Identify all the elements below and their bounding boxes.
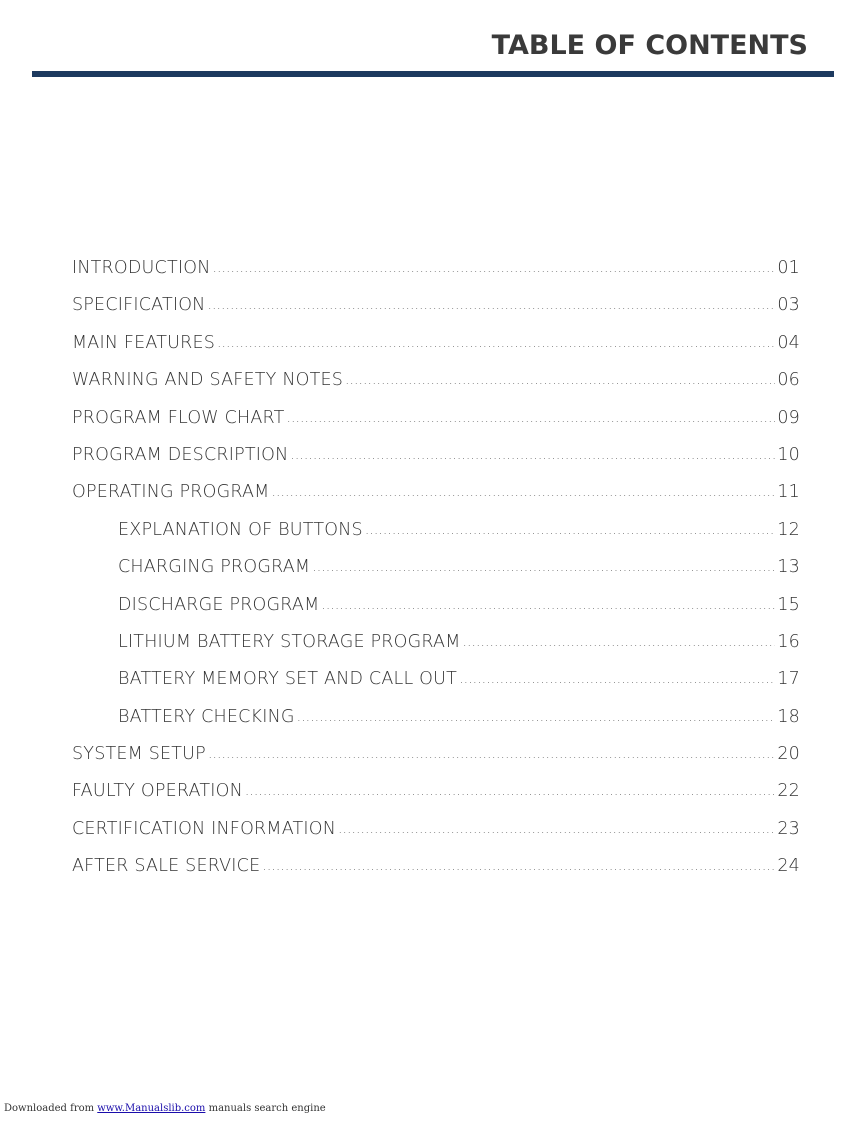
toc-entry-label: AFTER SALE SERVICE bbox=[72, 856, 261, 877]
toc-leader-dots bbox=[271, 481, 775, 501]
toc-entry-label: WARNING AND SAFETY NOTES bbox=[72, 370, 344, 391]
toc-entry-label: CHARGING PROGRAM bbox=[118, 557, 311, 578]
table-of-contents bbox=[72, 258, 800, 894]
toc-entry[interactable] bbox=[72, 819, 800, 856]
toc-entry-page-number: 03 bbox=[777, 295, 800, 316]
toc-entry-page-number: 24 bbox=[777, 856, 800, 877]
toc-entry[interactable] bbox=[72, 632, 800, 669]
toc-entry-page-number: 17 bbox=[777, 669, 800, 690]
footer bbox=[4, 1103, 326, 1114]
toc-entry[interactable] bbox=[72, 707, 800, 744]
toc-leader-dots bbox=[365, 519, 776, 539]
toc-entry[interactable] bbox=[72, 669, 800, 706]
toc-leader-dots bbox=[321, 594, 775, 614]
toc-entry[interactable] bbox=[72, 445, 800, 482]
toc-entry-label: MAIN FEATURES bbox=[72, 332, 216, 353]
toc-leader-dots bbox=[338, 818, 775, 838]
toc-entry-page-number: 20 bbox=[777, 744, 800, 765]
toc-leader-dots bbox=[312, 556, 775, 576]
toc-entry-label: LITHIUM BATTERY STORAGE PROGRAM bbox=[118, 631, 461, 652]
toc-entry[interactable] bbox=[72, 520, 800, 557]
toc-entry[interactable] bbox=[72, 557, 800, 594]
toc-entry-label: EXPLANATION OF BUTTONS bbox=[118, 519, 363, 540]
toc-entry-page-number: 22 bbox=[777, 781, 800, 802]
toc-leader-dots bbox=[463, 631, 776, 651]
toc-leader-dots bbox=[208, 743, 775, 763]
toc-entry-page-number: 04 bbox=[777, 332, 800, 353]
toc-entry-label: PROGRAM FLOW CHART bbox=[72, 407, 285, 428]
toc-entry-page-number: 10 bbox=[777, 444, 800, 465]
toc-entry[interactable] bbox=[72, 595, 800, 632]
toc-entry-page-number: 09 bbox=[777, 407, 800, 428]
toc-leader-dots bbox=[213, 257, 776, 277]
toc-leader-dots bbox=[345, 369, 775, 389]
toc-entry[interactable] bbox=[72, 370, 800, 407]
toc-entry-page-number: 16 bbox=[777, 631, 800, 652]
toc-entry-label: SYSTEM SETUP bbox=[72, 744, 206, 765]
title-divider bbox=[32, 71, 834, 77]
toc-entry-page-number: 06 bbox=[777, 370, 800, 391]
toc-leader-dots bbox=[287, 407, 776, 427]
page-title: TABLE OF CONTENTS bbox=[491, 30, 808, 61]
toc-leader-dots bbox=[459, 668, 775, 688]
toc-entry[interactable] bbox=[72, 333, 800, 370]
toc-entry-label: PROGRAM DESCRIPTION bbox=[72, 444, 289, 465]
toc-entry[interactable] bbox=[72, 258, 800, 295]
toc-leader-dots bbox=[207, 294, 775, 314]
toc-entry[interactable] bbox=[72, 408, 800, 445]
toc-entry-label: CERTIFICATION INFORMATION bbox=[72, 818, 337, 839]
toc-entry-page-number: 12 bbox=[777, 519, 800, 540]
toc-entry-label: DISCHARGE PROGRAM bbox=[118, 594, 320, 615]
toc-entry-label: BATTERY CHECKING bbox=[118, 706, 295, 727]
toc-leader-dots bbox=[245, 780, 775, 800]
toc-entry-label: SPECIFICATION bbox=[72, 295, 206, 316]
toc-entry-page-number: 13 bbox=[777, 557, 800, 578]
toc-leader-dots bbox=[262, 855, 775, 875]
toc-entry-page-number: 23 bbox=[777, 818, 800, 839]
toc-leader-dots bbox=[290, 444, 775, 464]
toc-entry[interactable] bbox=[72, 482, 800, 519]
toc-entry[interactable] bbox=[72, 295, 800, 332]
toc-leader-dots bbox=[297, 706, 776, 726]
toc-entry[interactable] bbox=[72, 744, 800, 781]
footer-link[interactable]: www.Manualslib.com bbox=[97, 1103, 206, 1114]
toc-entry-page-number: 11 bbox=[777, 482, 800, 503]
toc-entry-page-number: 18 bbox=[777, 706, 800, 727]
toc-entry-label: OPERATING PROGRAM bbox=[72, 482, 270, 503]
footer-prefix: Downloaded from bbox=[4, 1103, 98, 1114]
toc-entry-label: BATTERY MEMORY SET AND CALL OUT bbox=[118, 669, 458, 690]
toc-entry-label: INTRODUCTION bbox=[72, 258, 211, 278]
toc-entry[interactable] bbox=[72, 781, 800, 818]
toc-entry-page-number: 15 bbox=[777, 594, 800, 615]
toc-leader-dots bbox=[217, 332, 775, 352]
toc-entry[interactable] bbox=[72, 856, 800, 893]
toc-entry-page-number: 01 bbox=[777, 258, 800, 278]
toc-entry-label: FAULTY OPERATION bbox=[72, 781, 243, 802]
footer-suffix: manuals search engine bbox=[205, 1103, 326, 1114]
